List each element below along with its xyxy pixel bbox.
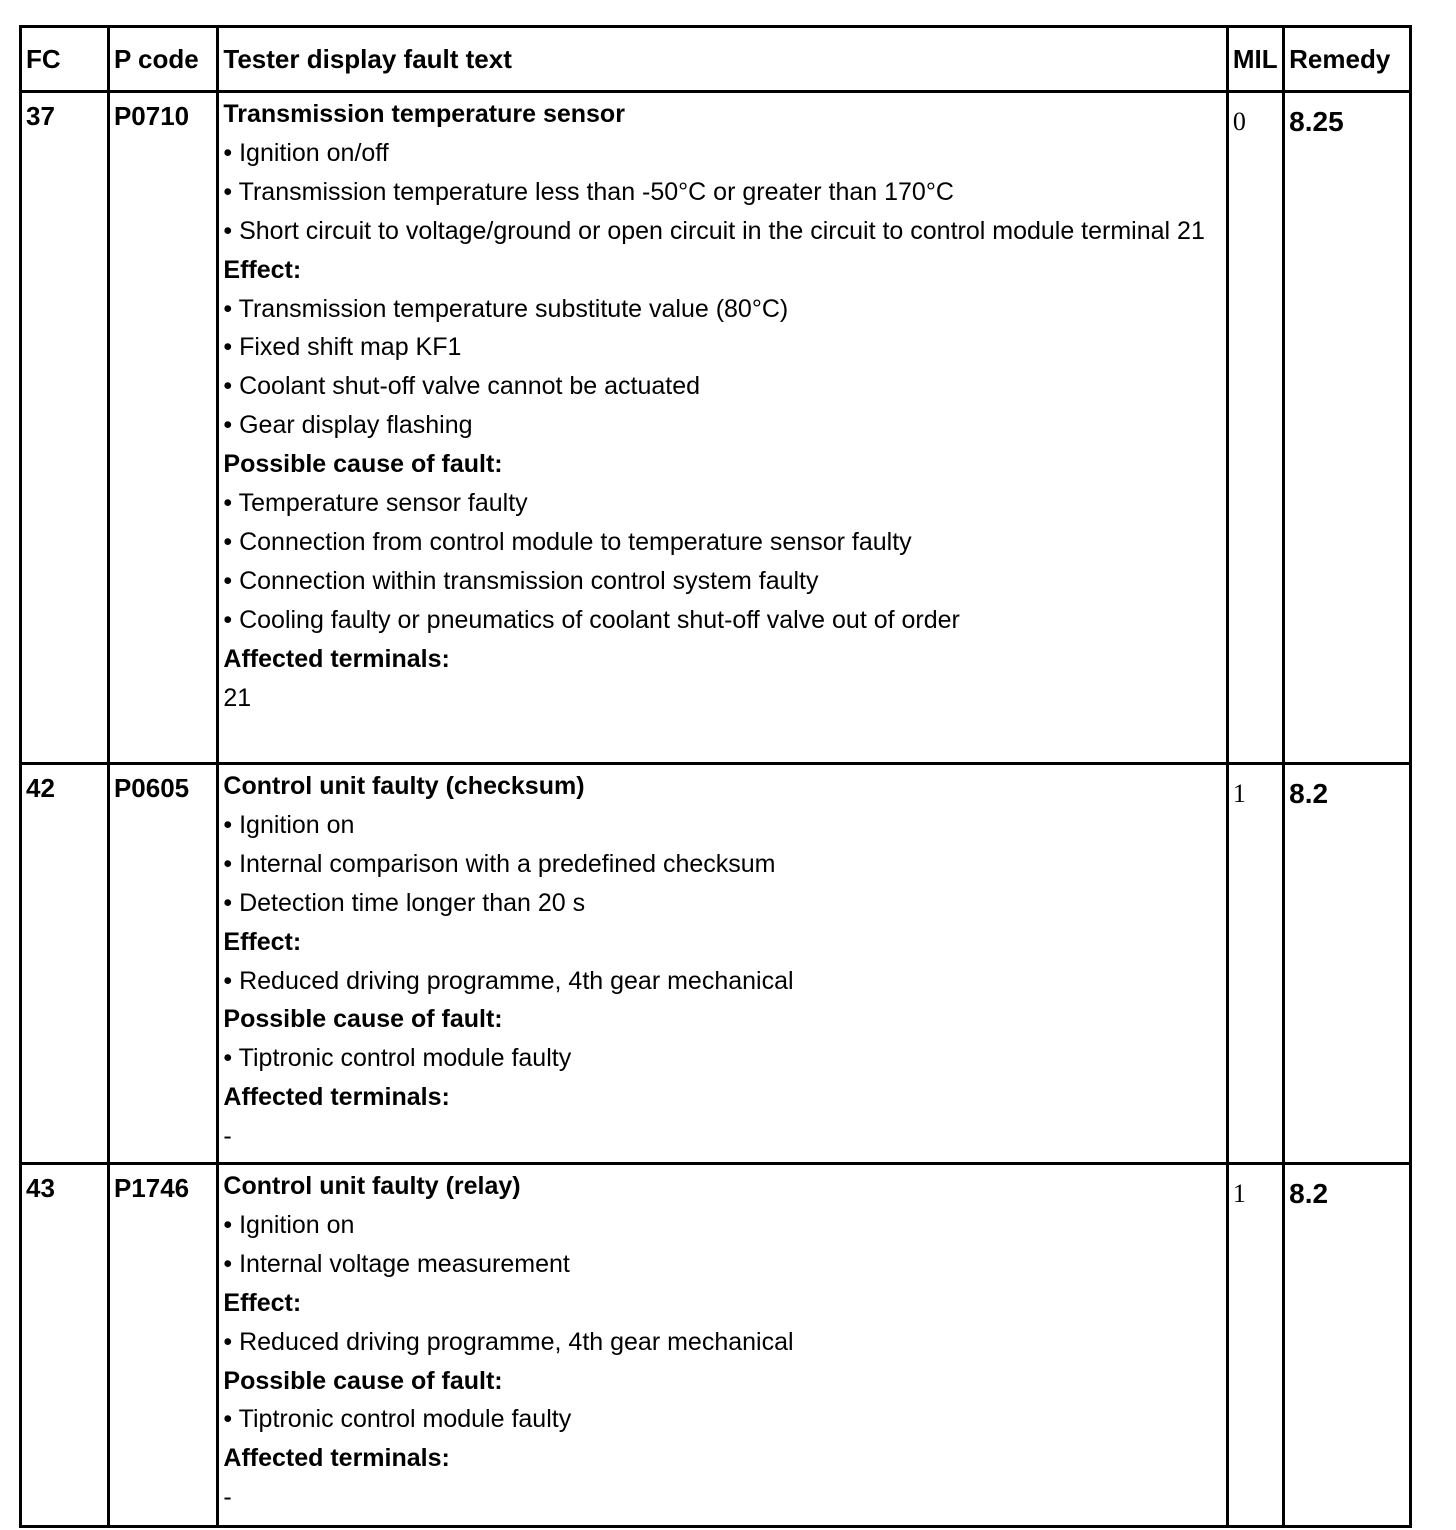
pcode-cell: P0605 — [108, 764, 217, 1164]
pcode-cell: P0710 — [108, 92, 217, 764]
effect-line: • Gear display flashing — [223, 411, 473, 440]
fault-code-table — [19, 25, 1412, 1528]
condition-line: • Ignition on — [223, 1210, 355, 1239]
terminals-value: - — [223, 1122, 232, 1151]
condition-line: • Ignition on — [223, 810, 355, 839]
header-fault-text: Tester display fault text — [218, 27, 1228, 92]
cause-heading: Possible cause of fault: — [223, 1005, 503, 1034]
fault-text-cell — [218, 92, 1228, 764]
condition-line: • Ignition on/off — [223, 138, 389, 167]
fault-text-cell — [218, 764, 1228, 1164]
terminals-heading: Affected terminals: — [223, 1444, 450, 1473]
effect-heading: Effect: — [223, 927, 302, 956]
fc-cell: 43 — [21, 1164, 109, 1527]
header-pcode: P code — [108, 27, 217, 92]
condition-line: • Internal comparison with a predefined checksum — [223, 849, 776, 878]
cause-line: • Tiptronic control module faulty — [223, 1044, 572, 1073]
cause-heading: Possible cause of fault: — [223, 1366, 503, 1395]
effect-line: • Coolant shut-off valve cannot be actuated — [223, 372, 701, 401]
mil-cell: 1 — [1227, 764, 1283, 1164]
effect-line: • Transmission temperature substitute value (80°C) — [223, 294, 789, 323]
effect-heading: Effect: — [223, 1288, 302, 1317]
remedy-cell: 8.2 — [1284, 764, 1411, 1164]
cause-line: • Tiptronic control module faulty — [223, 1405, 572, 1434]
cause-heading: Possible cause of fault: — [223, 450, 503, 479]
terminals-heading: Affected terminals: — [223, 1083, 450, 1112]
table-row — [21, 92, 1411, 764]
condition-line: • Transmission temperature less than -50°C or greater than 170°C — [223, 177, 954, 206]
cause-line: • Connection within transmission control system faulty — [223, 566, 819, 595]
table-row — [21, 764, 1411, 1164]
terminals-value: 21 — [223, 683, 252, 712]
cause-line: • Cooling faulty or pneumatics of coolant shut-off valve out of order — [223, 605, 960, 634]
fc-cell: 37 — [21, 92, 109, 764]
fault-text-cell — [218, 1164, 1228, 1527]
cause-line: • Temperature sensor faulty — [223, 489, 528, 518]
header-fc: FC — [21, 27, 109, 92]
remedy-cell: 8.2 — [1284, 1164, 1411, 1527]
effect-line: • Reduced driving programme, 4th gear mechanical — [223, 1327, 794, 1356]
fault-title: Control unit faulty (checksum) — [223, 772, 585, 800]
fault-title: Transmission temperature sensor — [223, 100, 625, 128]
condition-line: • Detection time longer than 20 s — [223, 888, 586, 917]
table-header-row — [21, 27, 1411, 92]
fault-title: Control unit faulty (relay) — [223, 1172, 521, 1200]
condition-line: • Short circuit to voltage/ground or open circuit in the circuit to control module terminal 21 — [223, 216, 1205, 245]
mil-cell: 1 — [1227, 1164, 1283, 1527]
effect-heading: Effect: — [223, 255, 302, 284]
terminals-heading: Affected terminals: — [223, 644, 450, 673]
remedy-cell: 8.25 — [1284, 92, 1411, 764]
terminals-value: - — [223, 1483, 232, 1512]
header-remedy: Remedy — [1284, 27, 1411, 92]
header-mil: MIL — [1227, 27, 1283, 92]
condition-line: • Internal voltage measurement — [223, 1249, 570, 1278]
table-row — [21, 1164, 1411, 1527]
mil-cell: 0 — [1227, 92, 1283, 764]
fc-cell: 42 — [21, 764, 109, 1164]
cause-line: • Connection from control module to temperature sensor faulty — [223, 527, 912, 556]
effect-line: • Reduced driving programme, 4th gear mechanical — [223, 966, 794, 995]
effect-line: • Fixed shift map KF1 — [223, 333, 462, 362]
pcode-cell: P1746 — [108, 1164, 217, 1527]
